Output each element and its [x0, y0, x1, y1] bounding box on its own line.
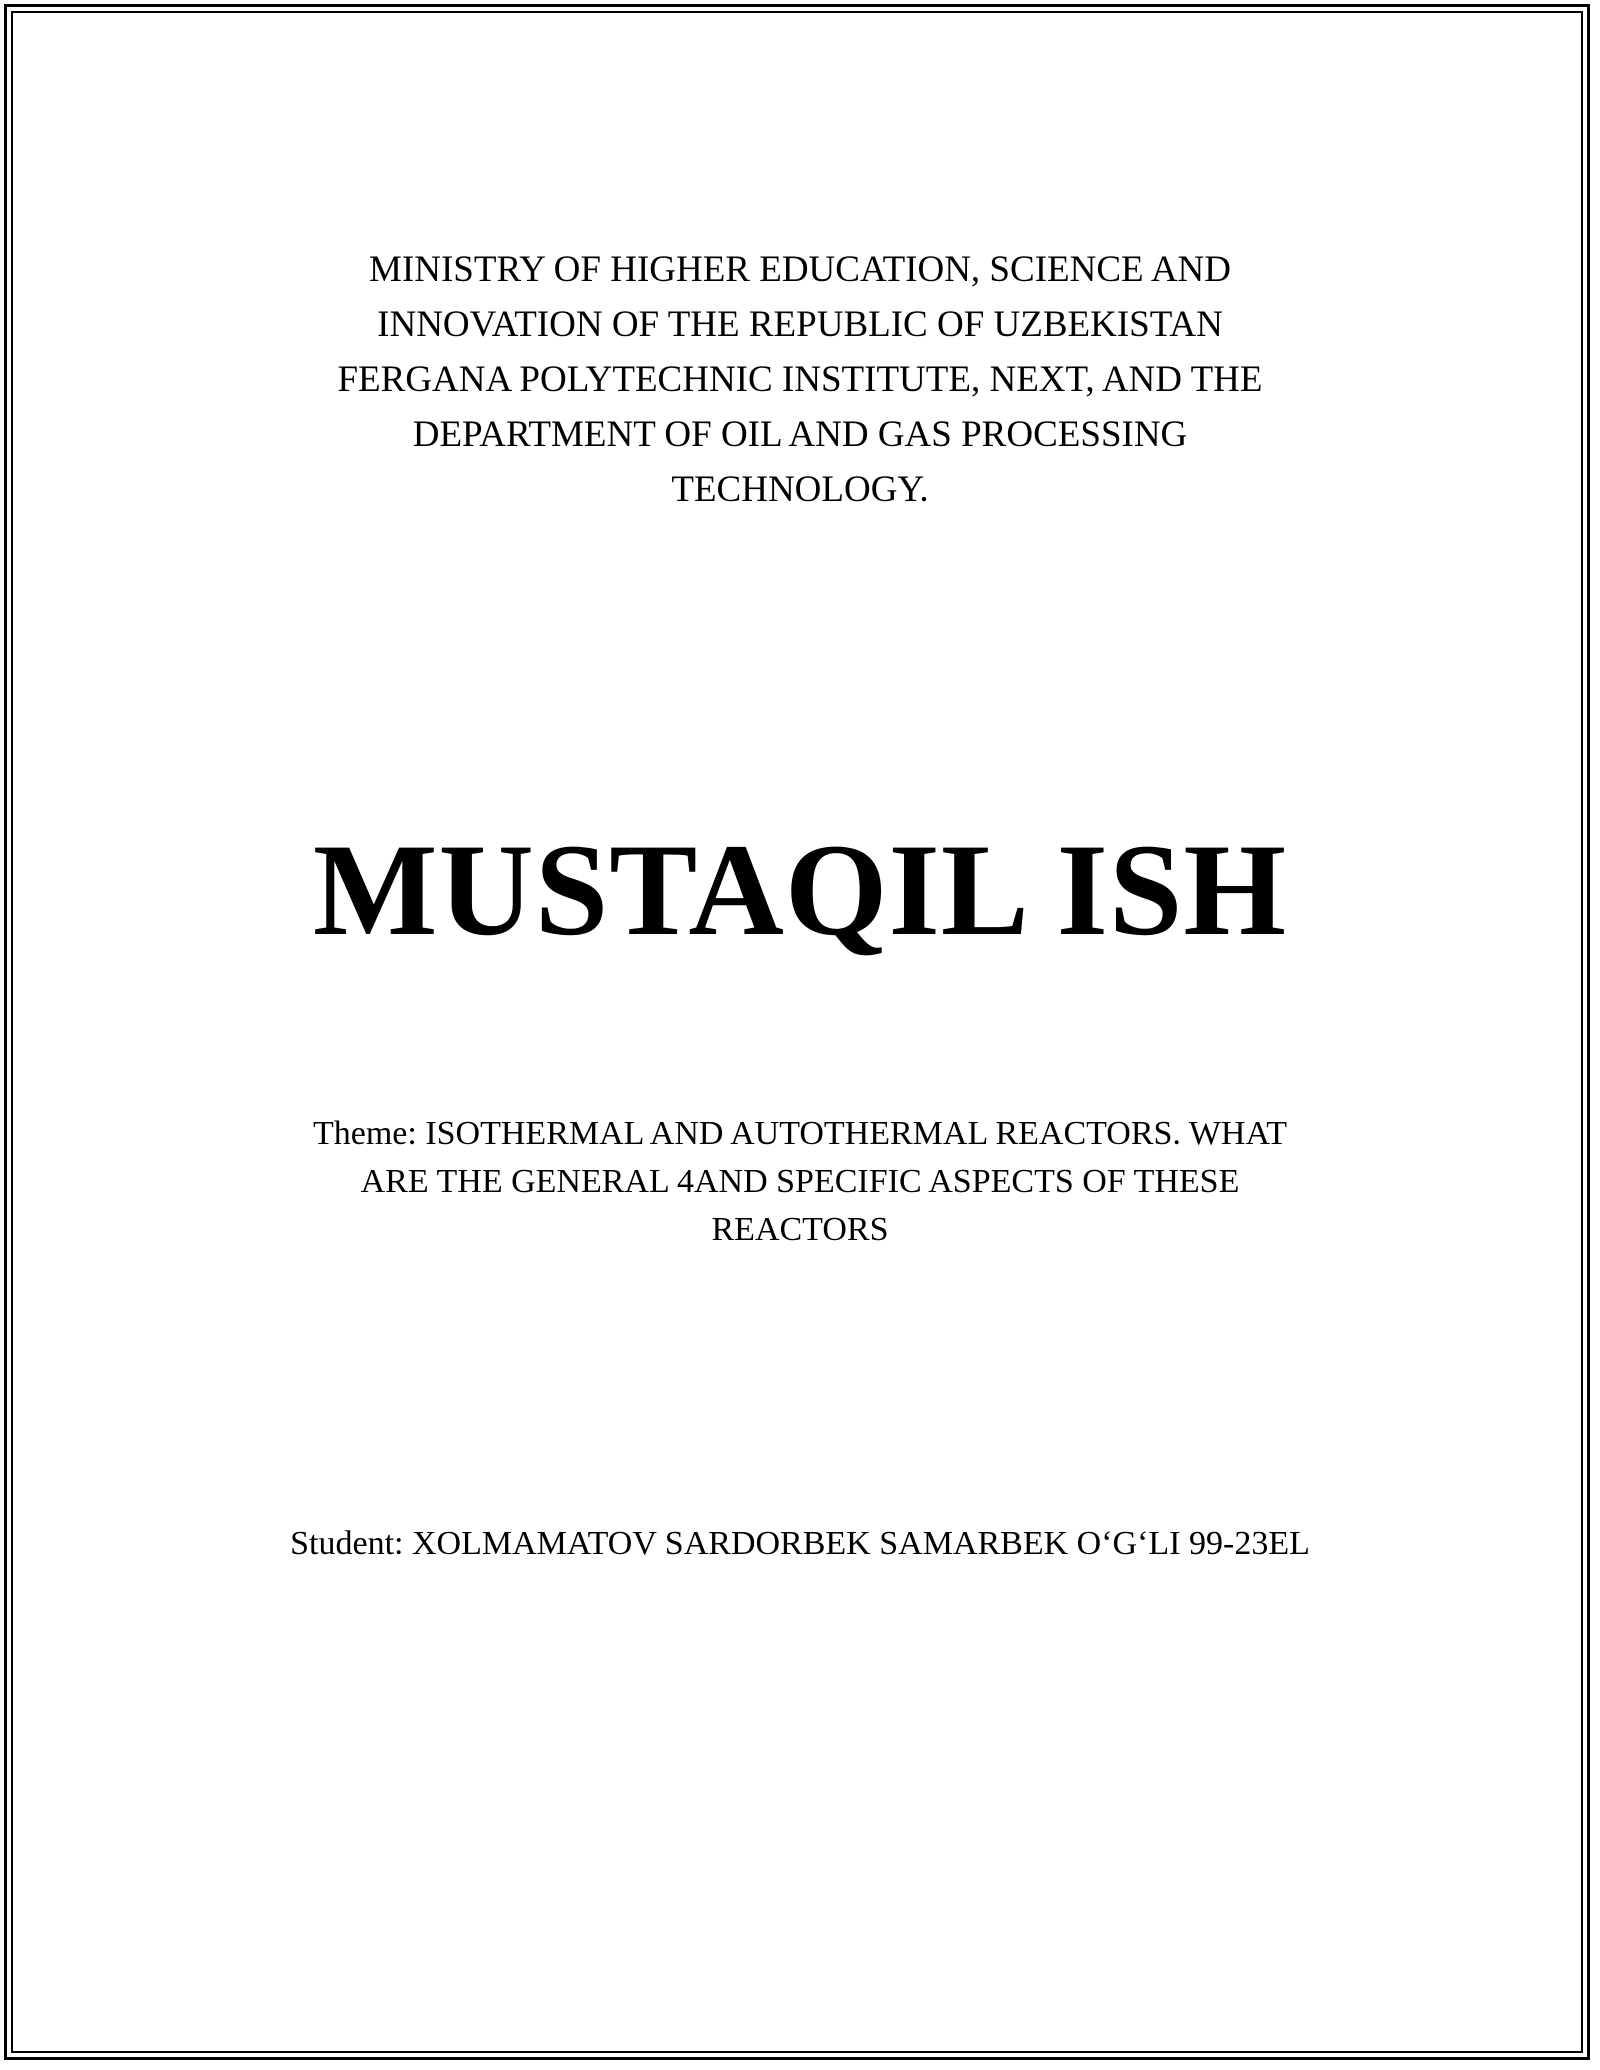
institution-header — [200, 242, 1400, 517]
theme-line: REACTORS — [711, 1211, 889, 1248]
header-line: INNOVATION OF THE REPUBLIC OF UZBEKISTAN — [377, 304, 1223, 345]
header-line: DEPARTMENT OF OIL AND GAS PROCESSING — [412, 414, 1188, 455]
theme-block — [200, 1110, 1400, 1254]
document-title: MUSTAQIL ISH — [312, 816, 1288, 963]
student-info: Student: XOLMAMATOV SARDORBEK SAMARBEK O‘G‘LI 99-23EL — [290, 1525, 1310, 1562]
header-line: MINISTRY OF HIGHER EDUCATION, SCIENCE AND — [369, 249, 1231, 290]
header-line: TECHNOLOGY. — [671, 469, 929, 510]
theme-line: Theme: ISOTHERMAL AND AUTOTHERMAL REACTORS. WHAT — [312, 1115, 1288, 1152]
header-line: FERGANA POLYTECHNIC INSTITUTE, NEXT, AND THE — [337, 359, 1263, 400]
theme-line: ARE THE GENERAL 4AND SPECIFIC ASPECTS OF THESE — [360, 1163, 1240, 1200]
